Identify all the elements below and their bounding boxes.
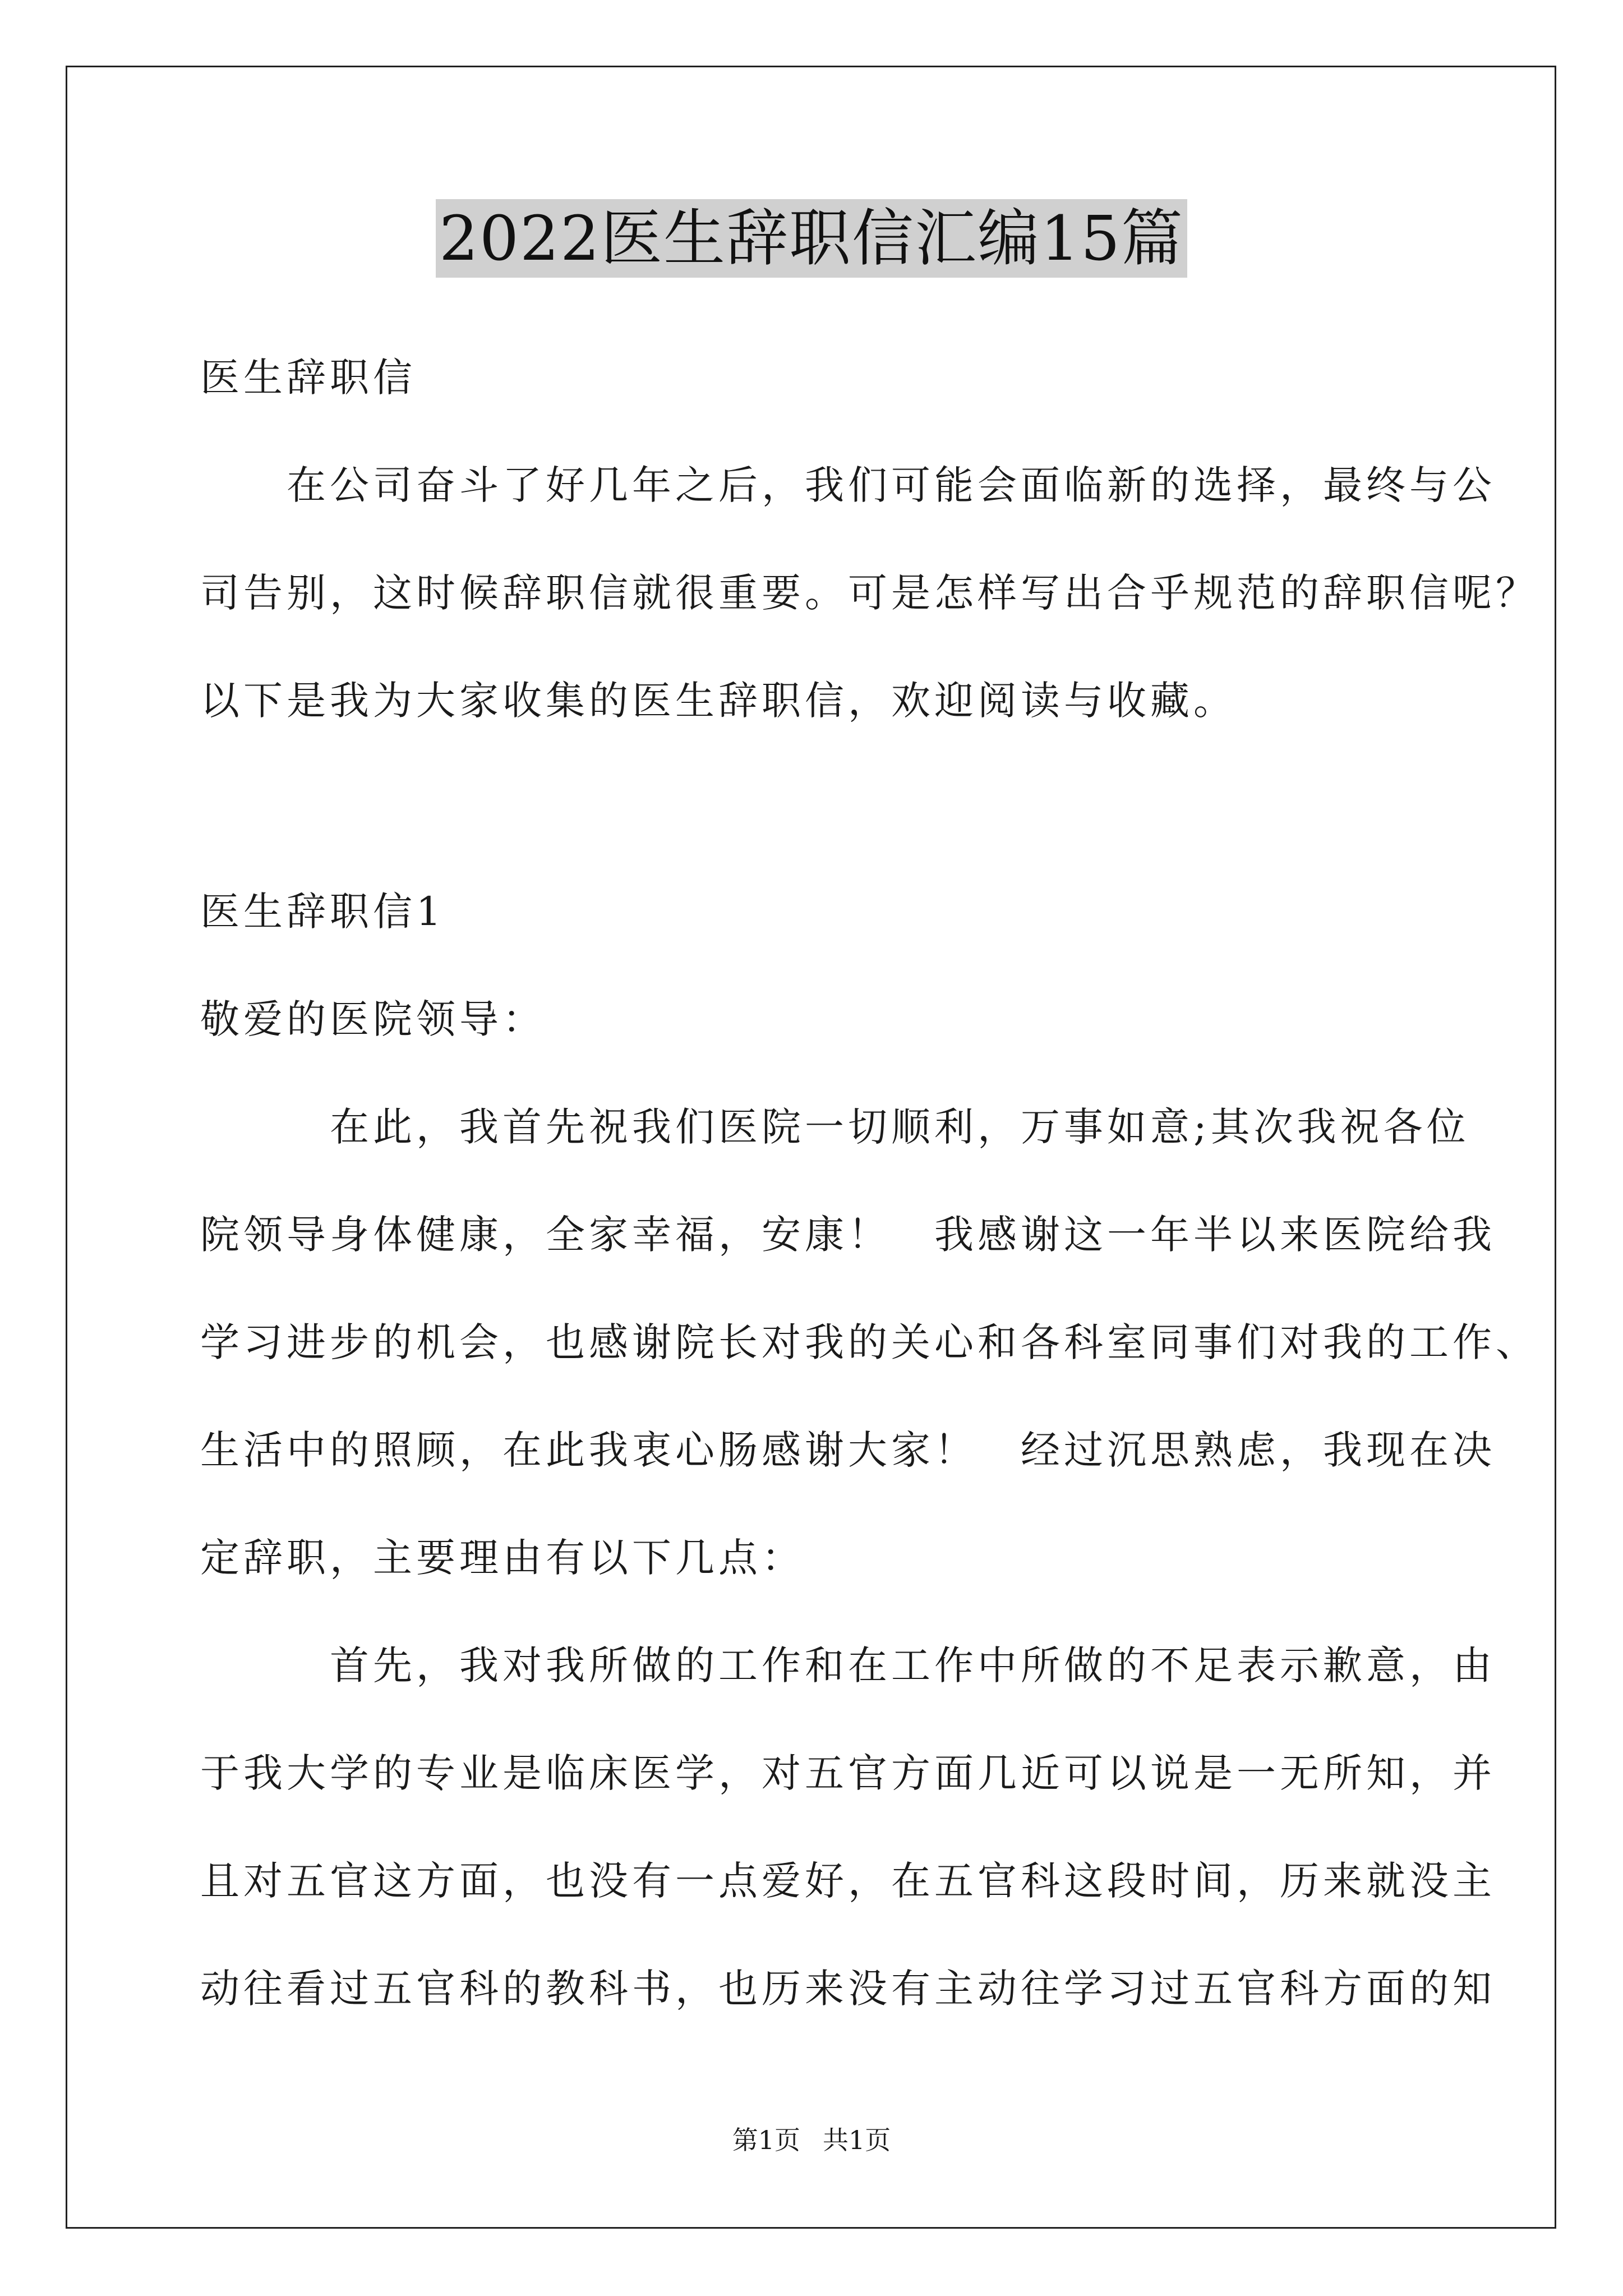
paragraph-line: 院领导身体健康，全家幸福，安康！ 我感谢这一年半以来医院给我	[200, 1212, 1496, 1258]
paragraph-line: 且对五官这方面，也没有一点爱好，在五官科这段时间，历来就没主	[200, 1858, 1496, 1904]
paragraph-line: 于我大学的专业是临床医学，对五官方面几近可以说是一无所知，并	[200, 1750, 1496, 1796]
page-number: 第1页	[732, 2125, 800, 2155]
paragraph-line: 生活中的照顾，在此我衷心肠感谢大家！ 经过沉思熟虑，我现在决	[200, 1427, 1496, 1473]
paragraph-line: 以下是我为大家收集的医生辞职信，欢迎阅读与收藏。	[200, 678, 1237, 724]
document-title: 2022医生辞职信汇编15篇	[436, 199, 1187, 278]
salutation: 敬爱的医院领导：	[200, 996, 546, 1042]
paragraph-line: 司告别，这时候辞职信就很重要。可是怎样写出合乎规范的辞职信呢？	[200, 570, 1539, 616]
paragraph-line: 在此，我首先祝我们医院一切顺利，万事如意;其次我祝各位	[200, 1104, 1470, 1150]
page-footer	[0, 2123, 1623, 2157]
section-heading: 医生辞职信	[200, 355, 416, 401]
title-container	[0, 199, 1623, 278]
paragraph-line: 动往看过五官科的教科书，也历来没有主动往学习过五官科方面的知	[200, 1966, 1496, 2012]
letter-heading: 医生辞职信1	[200, 889, 445, 935]
page-total: 共1页	[823, 2125, 891, 2155]
paragraph-line: 定辞职，主要理由有以下几点：	[200, 1535, 805, 1581]
paragraph-line: 学习进步的机会，也感谢院长对我的关心和各科室同事们对我的工作、	[200, 1319, 1539, 1365]
paragraph-line: 首先，我对我所做的工作和在工作中所做的不足表示歉意，由	[200, 1642, 1496, 1688]
paragraph-line: 在公司奋斗了好几年之后，我们可能会面临新的选择，最终与公	[200, 462, 1496, 508]
